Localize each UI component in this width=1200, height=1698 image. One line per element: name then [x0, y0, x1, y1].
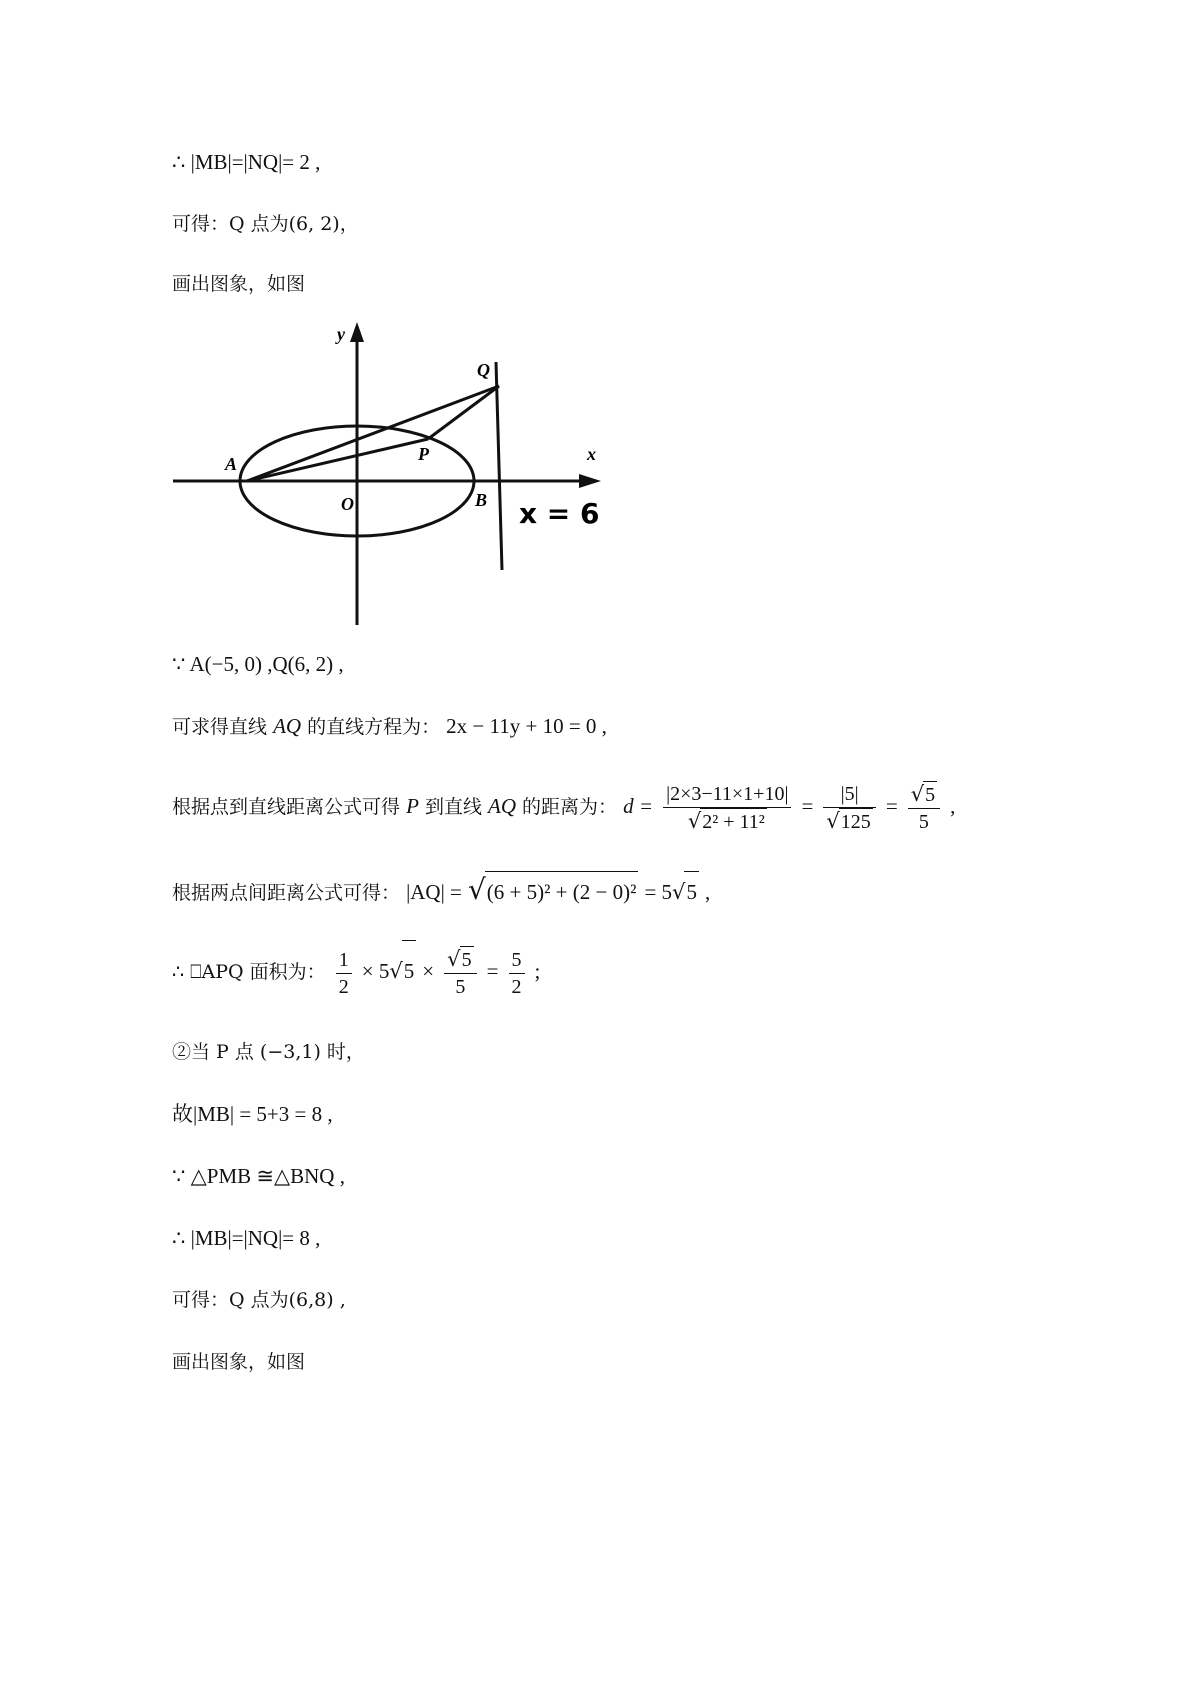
line-q-point-6-2: 可得：Q 点为(6, 2)，: [172, 213, 359, 235]
line-triangle-area: ∴ ⎕APQ 面积为： $\frac{1}{2}$ × 5√5 × $\frac{√5}{5}$ = $\frac{5}{2}$ ;: [172, 940, 540, 1002]
label-o: O: [341, 494, 354, 514]
line-aq-length: 根据两点间距离公式可得： |AQ| = √(6 + 5)² + (2 − 0)² = 5√5 ,: [172, 870, 710, 913]
line-draw-figure-1: 画出图象，如图: [172, 273, 306, 295]
segment-aq: [247, 386, 499, 481]
fraction-1-2: $\frac{1}{2}$: [336, 947, 352, 1000]
line-aq-equation: 可求得直线 AQ 的直线方程为： 2x − 11y + 10 = 0 ,: [172, 714, 607, 738]
label-x-eq-6: x = 6: [519, 497, 600, 530]
line-q-point-6-8: 可得：Q 点为(6,8) ,: [172, 1289, 346, 1311]
label-a: A: [225, 454, 238, 474]
label-q: Q: [477, 360, 490, 380]
line-mb-nq-2: ∴ |MB|=|NQ|= 2 ,: [172, 150, 321, 174]
fraction-5-2: $\frac{5}{2}$: [509, 947, 525, 1000]
label-x: x: [587, 444, 596, 464]
line-draw-figure-2: 画出图象，如图: [172, 1351, 306, 1373]
line-a-q-points: ∵ A(−5, 0) ,Q(6, 2) ,: [172, 652, 344, 676]
fraction-sqrt5-5: $\frac{√5}{5}$: [908, 781, 940, 835]
line-mb-8: 故|MB| = 5+3 = 8 ,: [172, 1102, 333, 1126]
label-y: y: [337, 324, 345, 344]
fraction-5-sqrt125: $\frac{|5|}{√125}$: [823, 781, 875, 835]
fraction-sqrt5-over-5: $\frac{√5}{5}$: [444, 946, 476, 1000]
x-arrow-icon: [579, 474, 601, 488]
label-b: B: [475, 490, 488, 510]
line-mb-nq-8: ∴ |MB|=|NQ|= 8 ,: [172, 1226, 321, 1250]
line-case-2: ②当 P 点 (−3,1) 时，: [172, 1041, 365, 1063]
y-arrow-icon: [350, 322, 364, 342]
line-distance-formula: 根据点到直线距离公式可得 P 到直线 AQ 的距离为： d = $\frac{|2\times 3-11\times 1+10|}{\text{√2² + 11²}}$ = $\frac{|5|}{√125}$ = $\frac{√5}{5}$ ,: [172, 782, 956, 833]
line-x-equals-6: [496, 362, 502, 570]
fraction-distance: $\frac{|2\times 3-11\times 1+10|}{\text{√2² + 11²}}$: [663, 781, 791, 835]
ellipse-figure: [165, 320, 615, 625]
line-congruent-triangles: ∵ △PMB ≅△BNQ ,: [172, 1164, 345, 1188]
segment-pq: [428, 386, 499, 439]
label-p: P: [418, 444, 429, 464]
